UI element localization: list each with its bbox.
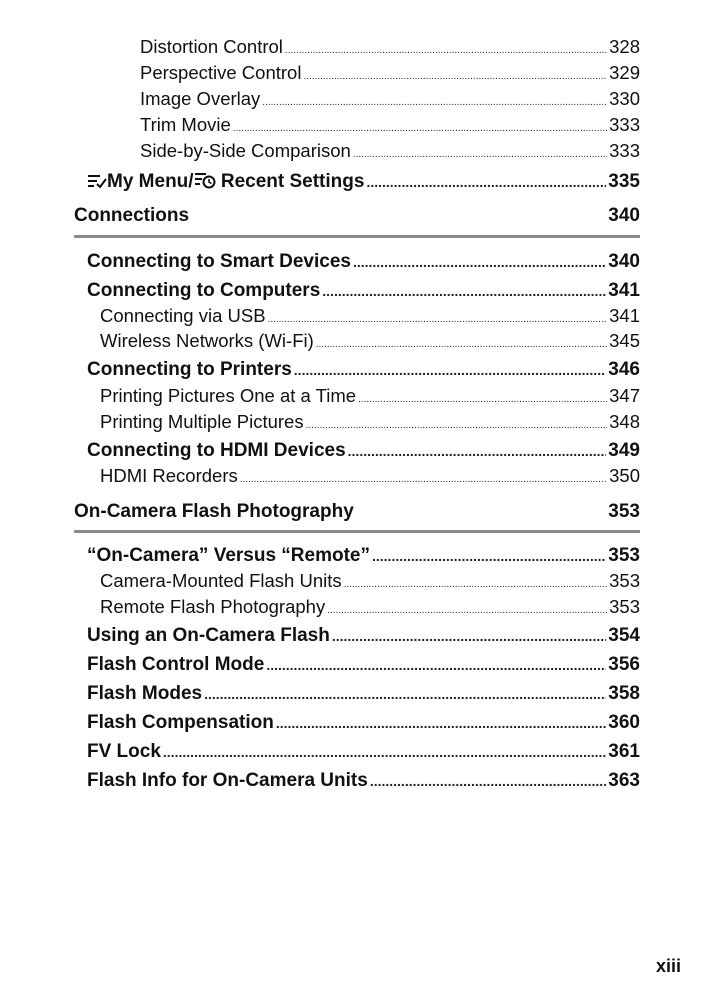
toc-entry-label: Side-by-Side Comparison xyxy=(140,140,351,161)
my-menu-label: My Menu/ xyxy=(107,171,194,192)
toc-entry-label: FV Lock xyxy=(87,741,161,762)
toc-entry-page: 333 xyxy=(609,114,640,135)
toc-entry-page: 360 xyxy=(608,712,640,733)
my-menu-icon xyxy=(87,173,107,189)
toc-entry[interactable] xyxy=(140,64,640,83)
toc-entry-label: Wireless Networks (Wi-Fi) xyxy=(100,330,314,351)
toc-entry-label: Connecting to Computers xyxy=(87,280,321,301)
toc-entry-page: 354 xyxy=(608,625,640,646)
toc-entry[interactable] xyxy=(87,441,640,460)
toc-entry[interactable] xyxy=(87,742,640,761)
section-rule xyxy=(74,235,640,238)
toc-entry[interactable] xyxy=(87,281,640,300)
section-heading-connections[interactable] xyxy=(74,206,640,225)
toc-entry-label: Remote Flash Photography xyxy=(100,596,326,617)
dot-leader xyxy=(372,549,606,563)
toc-entry[interactable] xyxy=(87,713,640,732)
toc-entry[interactable] xyxy=(140,142,640,161)
toc-entry-label: Perspective Control xyxy=(140,62,302,83)
toc-entry-label: Connecting to HDMI Devices xyxy=(87,440,346,461)
dot-leader xyxy=(163,745,606,759)
toc-entry-page: 329 xyxy=(609,62,640,83)
section-title: On-Camera Flash Photography xyxy=(74,501,354,522)
toc-entry-label: Trim Movie xyxy=(140,114,231,135)
dot-leader xyxy=(370,774,606,788)
toc-entry-page: 349 xyxy=(608,440,640,461)
toc-entry-page: 328 xyxy=(609,36,640,57)
toc-entry-label: Flash Compensation xyxy=(87,712,274,733)
toc-entry-label: Flash Info for On-Camera Units xyxy=(87,770,368,791)
toc-entry[interactable] xyxy=(100,332,640,351)
dot-leader xyxy=(366,175,606,189)
toc-entry[interactable] xyxy=(100,467,640,486)
dot-leader xyxy=(327,606,607,616)
toc-entry[interactable] xyxy=(100,307,640,326)
toc-entry[interactable] xyxy=(140,90,640,109)
toc-entry-label: Image Overlay xyxy=(140,88,261,109)
section-page: 353 xyxy=(608,501,640,522)
toc-entry[interactable] xyxy=(100,598,640,617)
dot-leader xyxy=(268,315,608,325)
toc-entry-my-menu[interactable] xyxy=(87,171,640,191)
toc-entry-label: Connecting to Printers xyxy=(87,359,292,380)
toc-entry[interactable] xyxy=(87,626,640,645)
toc-entry-page: 341 xyxy=(608,280,640,301)
dot-leader xyxy=(285,46,607,56)
toc-entry[interactable] xyxy=(140,38,640,57)
toc-entry-label: “On-Camera” Versus “Remote” xyxy=(87,545,370,566)
toc-entry-page: 361 xyxy=(608,741,640,762)
toc-entry[interactable] xyxy=(100,387,640,406)
toc-entry-label: Camera-Mounted Flash Units xyxy=(100,570,342,591)
toc-entry[interactable] xyxy=(87,655,640,674)
toc-entry-page: 335 xyxy=(608,171,640,192)
toc-entry-page: 348 xyxy=(609,411,640,432)
dot-leader xyxy=(276,716,606,730)
toc-entry-label: Connecting to Smart Devices xyxy=(87,251,351,272)
dot-leader xyxy=(262,98,607,108)
toc-entry[interactable] xyxy=(87,252,640,271)
page-number: xiii xyxy=(655,956,681,976)
section-rule xyxy=(74,530,640,533)
toc-entry[interactable] xyxy=(140,116,640,135)
dot-leader xyxy=(204,687,606,701)
dot-leader xyxy=(294,363,607,377)
toc-entry-page: 358 xyxy=(608,683,640,704)
dot-leader xyxy=(316,340,607,350)
toc-entry[interactable] xyxy=(100,413,640,432)
toc-entry[interactable] xyxy=(87,771,640,790)
dot-leader xyxy=(332,629,606,643)
toc-entry-page: 353 xyxy=(609,570,640,591)
toc-entry-page: 341 xyxy=(609,305,640,326)
dot-leader xyxy=(348,444,607,458)
toc-entry[interactable] xyxy=(87,684,640,703)
dot-leader xyxy=(358,395,607,405)
toc-entry-page: 353 xyxy=(609,596,640,617)
toc-entry-label: Flash Modes xyxy=(87,683,203,704)
toc-entry-page: 356 xyxy=(608,654,640,675)
dot-leader xyxy=(353,255,606,269)
dot-leader xyxy=(240,475,607,485)
toc-entry-page: 330 xyxy=(609,88,640,109)
dot-leader xyxy=(353,150,607,160)
toc-entry-label: Distortion Control xyxy=(140,36,283,57)
toc-entry-page: 347 xyxy=(609,385,640,406)
dot-leader xyxy=(306,421,608,431)
dot-leader xyxy=(233,124,607,134)
toc-entry-label: Connecting via USB xyxy=(100,305,266,326)
toc-entry-page: 333 xyxy=(609,140,640,161)
toc-entry-page: 340 xyxy=(608,251,640,272)
toc-entry[interactable] xyxy=(87,546,640,565)
toc-entry[interactable] xyxy=(87,360,640,379)
toc-entry-label: Flash Control Mode xyxy=(87,654,265,675)
recent-settings-icon xyxy=(194,171,216,189)
toc-entry-label xyxy=(87,171,364,191)
recent-settings-label: Recent Settings xyxy=(220,171,365,192)
dot-leader xyxy=(303,72,607,82)
toc-entry-label: Using an On-Camera Flash xyxy=(87,625,330,646)
dot-leader xyxy=(266,658,606,672)
toc-entry-label: Printing Pictures One at a Time xyxy=(100,385,357,406)
section-title: Connections xyxy=(74,205,190,226)
toc-entry-label: HDMI Recorders xyxy=(100,465,238,486)
toc-entry-page: 353 xyxy=(608,545,640,566)
dot-leader xyxy=(344,580,608,590)
toc-entry[interactable] xyxy=(100,572,640,591)
toc-entry-page: 363 xyxy=(608,770,640,791)
toc-entry-label: Printing Multiple Pictures xyxy=(100,411,304,432)
section-heading-flash[interactable] xyxy=(74,502,640,521)
dot-leader xyxy=(322,284,606,298)
section-page: 340 xyxy=(608,205,640,226)
toc-entry-page: 350 xyxy=(609,465,640,486)
toc-entry-page: 345 xyxy=(609,330,640,351)
toc-entry-page: 346 xyxy=(608,359,640,380)
